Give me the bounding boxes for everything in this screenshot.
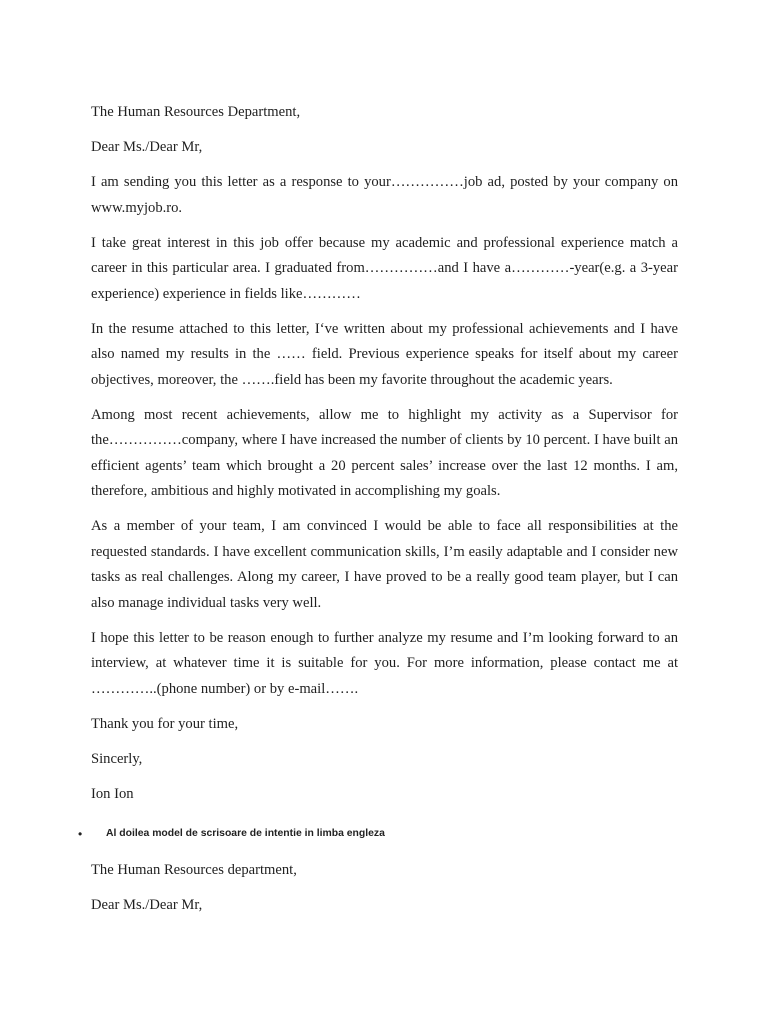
letter-thanks: Thank you for your time, <box>91 715 239 732</box>
section-heading: Al doilea model de scrisoare de intentie in limba engleza <box>106 828 385 839</box>
letter-paragraph-team: As a member of your team, I am convinced I would be able to face all responsibilities at the requested standards. I have excellent communication skills, I’m easily adaptable and I consider new tasks as real challenges. Along my career, I have proved to be a really good team player, but I can also manage individual tasks very well. <box>91 518 678 611</box>
letter-paragraph-achievements: Among most recent achievements, allow me to highlight my activity as a Supervisor for the……………company, where I have increased the number of clients by 10 percent. I have built an efficient agents’ team which brought a 20 percent sales’ increase over the last 12 months. I am, therefore, ambitious and highly motivated in accomplishing my goals. <box>91 406 678 499</box>
letter-signature: Ion Ion <box>91 785 134 802</box>
section-bullet <box>78 821 678 846</box>
letter-paragraph-contact: I hope this letter to be reason enough to further analyze my resume and I’m looking forward to an interview, at whatever time it is suitable for you. For more information, please contact me at …………..(phone number) or by e-mail……. <box>91 629 678 697</box>
letter2-recipient: The Human Resources department, <box>91 862 297 878</box>
letter-recipient: The Human Resources Department, <box>91 104 301 120</box>
letter-paragraph-intro: I am sending you this letter as a response to your……………job ad, posted by your company on www.myjob.ro. <box>91 174 678 216</box>
letter-paragraph-interest: I take great interest in this job offer because my academic and professional experience match a career in this particular area. I graduated from……………and I have a…………-year(e.g. a 3-year experience) experience in fields like………… <box>91 234 678 302</box>
letter-closing: Sincerly, <box>91 750 143 767</box>
document-content <box>78 100 678 919</box>
letter2-greeting: Dear Ms./Dear Mr, <box>91 897 203 913</box>
bullet-icon: • <box>78 826 83 841</box>
letter-greeting: Dear Ms./Dear Mr, <box>91 139 203 155</box>
letter-paragraph-resume: In the resume attached to this letter, I‘ve written about my professional achievements and I have also named my results in the …… field. Previous experience speaks for itself about my career objectives, moreover, the …….field has been my favorite throughout the academic years. <box>91 320 678 388</box>
